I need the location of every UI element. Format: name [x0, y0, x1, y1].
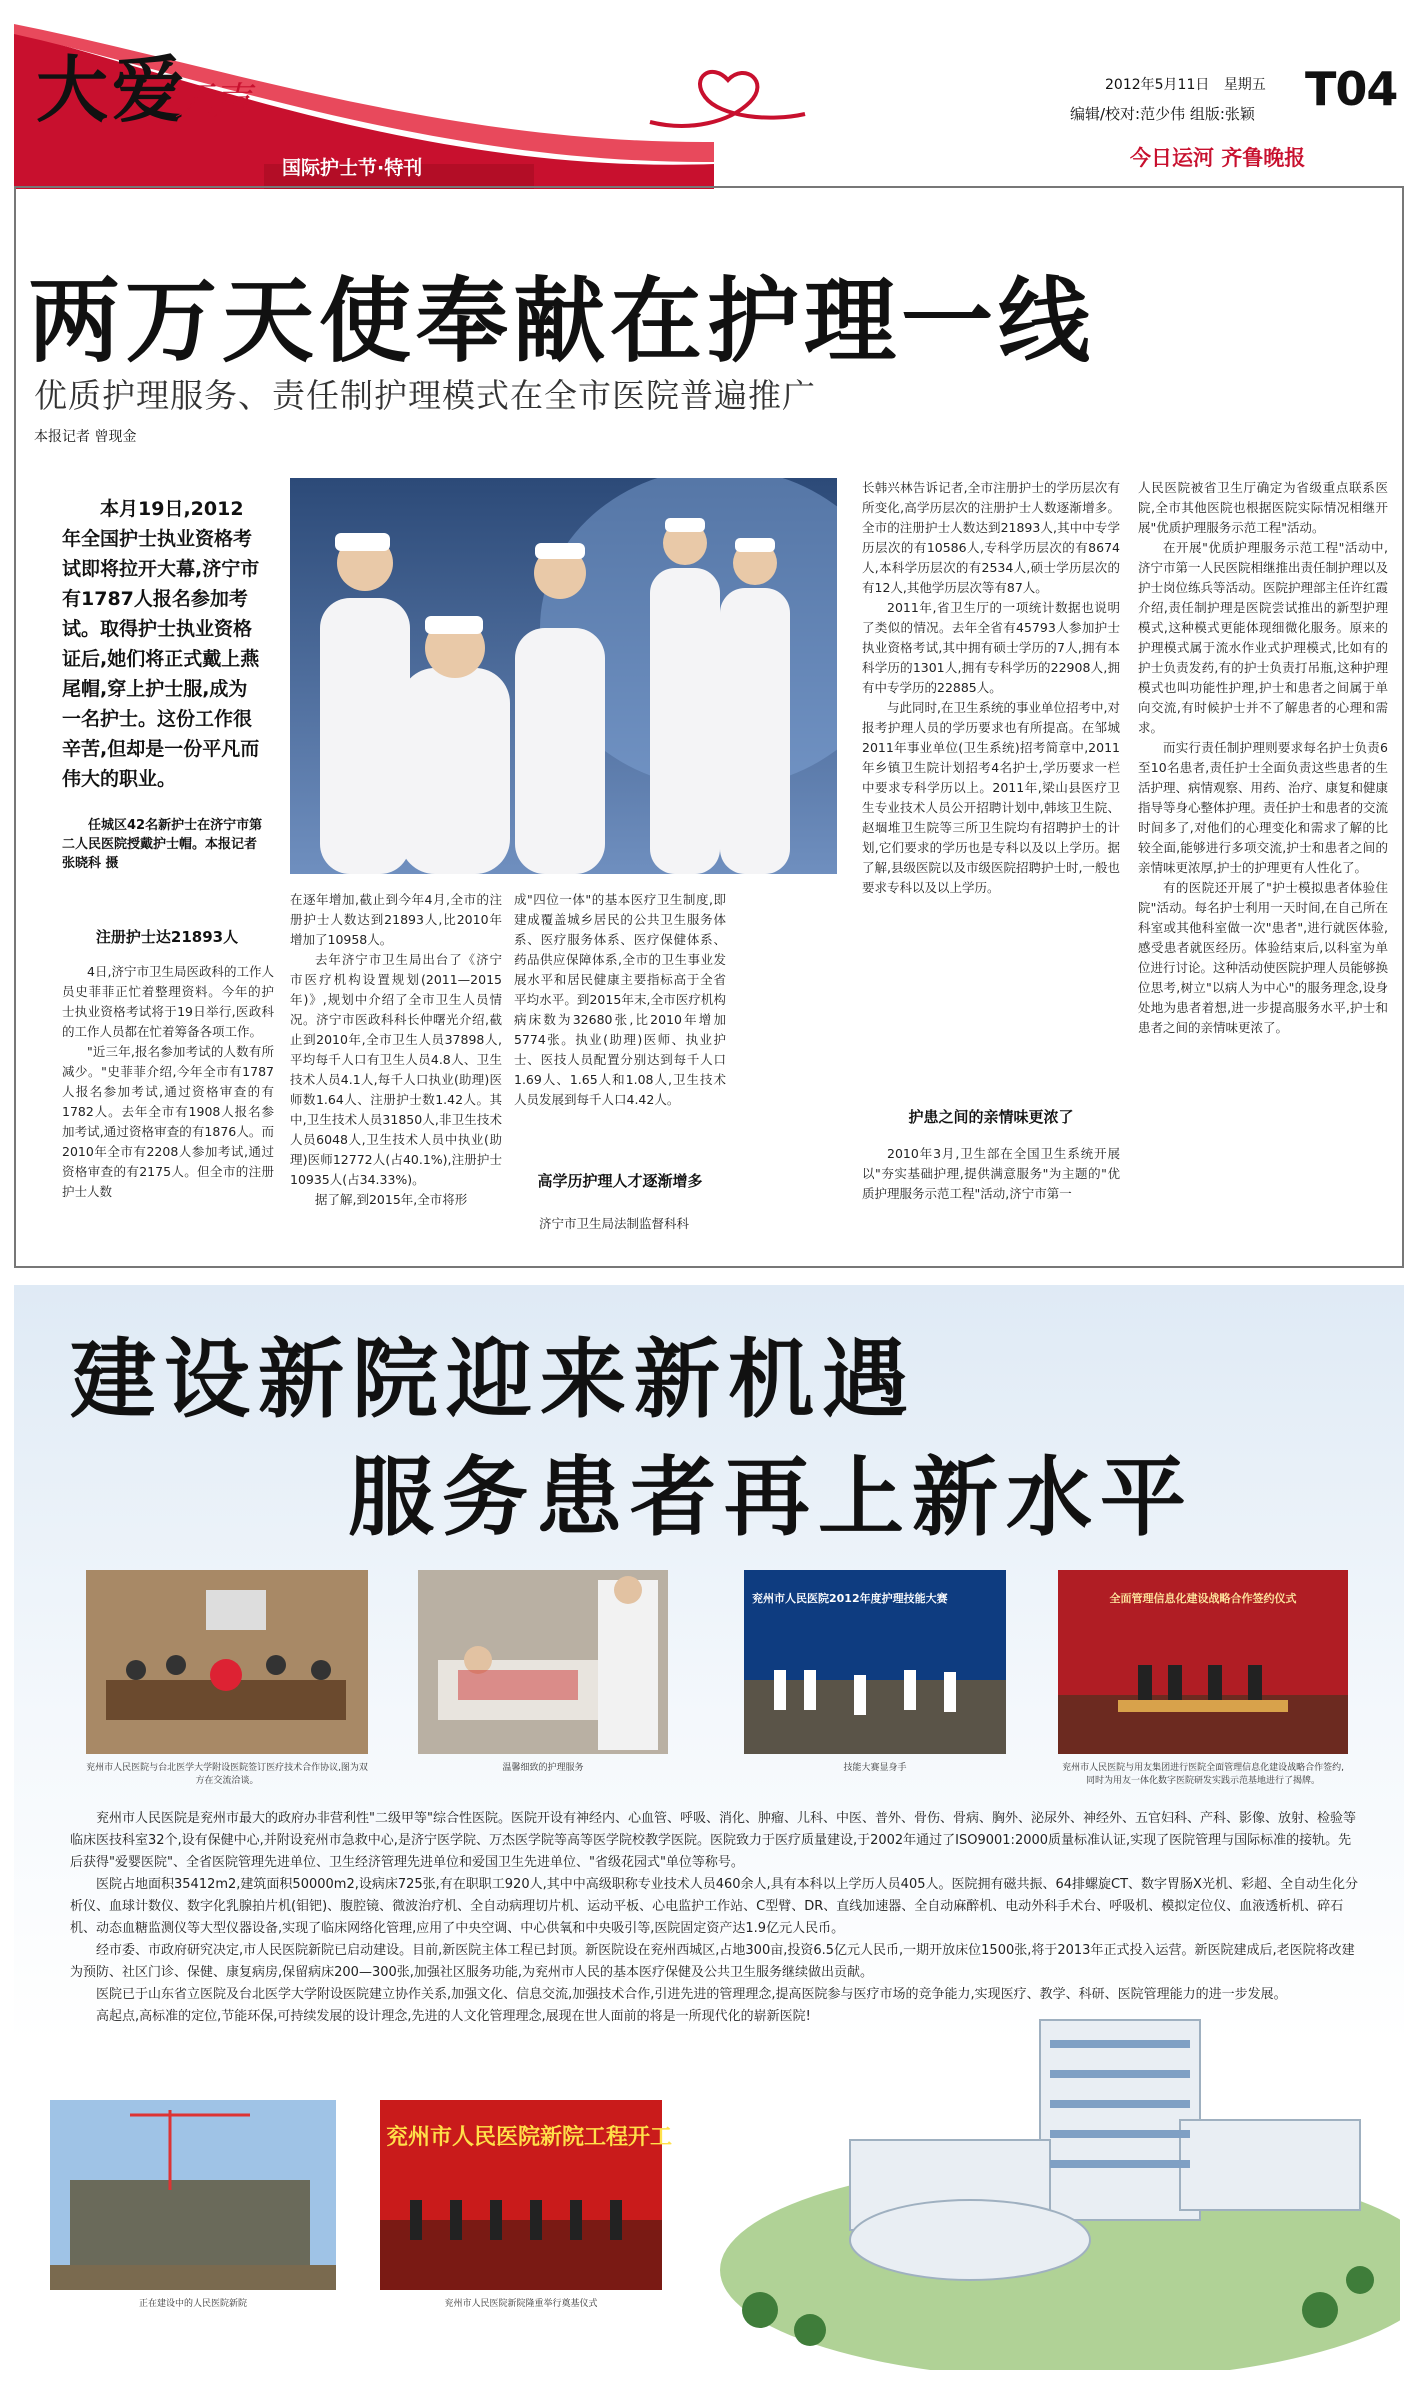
column-2: 在逐年增加,截止到今年4月,全市的注册护士人数达到21893人,比2010年增加了10958人。 去年济宁市卫生局出台了《济宁市医疗机构设置规划(2011—2015年)》,规划中介绍了全市卫生人员情况。济宁市医政科科长仲曙光介绍,截止到2010年,全市卫生人员37898人,平均每千人口有卫生人员4.8人、卫生技术人员4.1人,每千人口执业(助理)医师数1.64人、注册护士数1.42人。其中,卫生技术人员31850人,非卫生技术人员6048人,卫生技术人员中执业(助理)医师12772人(占40.1%),注册护士10935人(占34.33%)。 据了解,到2015年,全市将形 — [290, 892, 502, 1207]
headline-2b: 服务患者再上新水平 — [348, 1447, 1194, 1548]
editor-line: 编辑/校对:范少伟 组版:张颖 — [1070, 105, 1255, 123]
subhead-1: 优质护理服务、责任制护理模式在全市医院普遍推广 — [34, 376, 816, 415]
photo-caption-d: 兖州市人民医院与用友集团进行医院全面管理信息化建设战略合作签约,同时为用友一体化数字医院研发实践示范基地进行了揭牌。 — [1062, 1763, 1344, 1786]
photo-caption-b: 温馨细致的护理服务 — [502, 1763, 584, 1773]
crosshead-3: 护患之间的亲情味更浓了 — [908, 1108, 1074, 1126]
logo-main: 大爱 — [36, 47, 189, 132]
frame-right — [1402, 186, 1404, 1266]
article-2-body: 兖州市人民医院是兖州市最大的政府办非营利性"二级甲等"综合性医院。医院开设有神经内、心血管、呼吸、消化、肿瘤、儿科、中医、普外、骨伤、骨病、胸外、泌尿外、神经外、五官妇科、产科、影像、放射、检验等临床医技科室32个,设有保健中心,并附设兖州市急救中心,是济宁医学院、万杰医学院等高等医学院校教学医院。医院致力于医疗质量建设,于2002年通过了ISO9001:2000质量标准认证,实现了医院管理与国际标准的接轨。先后获得"爱婴医院"、全省医院管理先进单位、卫生经济管理先进单位和爱国卫生先进单位、"省级花园式"单位等称号。 医院占地面积35412m2,建筑面积50000m2,设病床725张,有在职职工920人,其中中高级职称专业技术人员460余人,具有本科以上学历人员405人。医院拥有磁共振、64排螺旋CT、数字胃肠X光机、彩超、全自动生化分析仪、血球计数仪、数字化乳腺拍片机(钼钯)、腹腔镜、微波治疗机、全自动病理切片机、运动平板、心电监护工作站、C型臂、DR、直线加速器、全自动麻醉机、电动外科手术台、呼吸机、模拟定位仪、血液透析机、碎石机、动态血糖监测仪等大型仪器设备,实现了临床网络化管理,应用了中央空调、中心供氧和中央吸引等,医院固定资产达1.9亿元人民币。 经市委、市政府研究决定,市人民医院新院已启动建设。目前,新医院主体工程已封顶。新医院设在兖州西城区,占地300亩,投资6.5亿元人民币,一期开放床位1500张,将于2013年正式投入运营。新医院建成后,老医院将改建为预防、社区门诊、保健、康复病房,保留病床200—300张,加强社区服务功能,为兖州市人民的基本医疗保健及公共卫生服务继续做出贡献。 医院已于山东省立医院及台北医学大学附设医院建立协作关系,加强文化、信息交流,加强技术合作,引进先进的管理理念,提高医院参与医疗市场的竞争能力,实现医疗、教学、科研、医院管理能力的进一步发展。 高起点,高标准的定位,节能环保,可持续发展的设计理念,先进的人文化管理理念,展现在世人面前的将是一所现代化的崭新医院! — [70, 1811, 1358, 2024]
lead-paragraph: 本月19日,2012年全国护士执业资格考试即将拉开大幕,济宁市有1787人报名参加考试。取得护士执业资格证后,她们将正式戴上燕尾帽,穿上护士服,成为一名护士。这份工作很辛苦,但却是一份平凡而伟大的职业。 — [62, 498, 260, 790]
paper-name: 今日运河 齐鲁晚报 — [1130, 145, 1306, 170]
bottom-caption-b: 兖州市人民医院新院隆重举行奠基仪式 — [444, 2299, 598, 2309]
photo-banner-signing: 全面管理信息化建设战略合作签约仪式 — [1109, 1592, 1297, 1605]
photo-construction-site — [50, 2100, 336, 2290]
bottom-caption-a: 正在建设中的人民医院新院 — [138, 2299, 247, 2309]
photo-banner-contest: 兖州市人民医院2012年度护理技能大赛 — [752, 1592, 948, 1605]
column-4b: 2010年3月,卫生部在全国卫生系统开展以"夯实基础护理,提供满意服务"为主题的"优质护理服务示范工程"活动,济宁市第一 — [862, 1146, 1120, 1201]
photo-nursing-care — [418, 1570, 668, 1754]
column-5: 人民医院被省卫生厅确定为省级重点联系医院,全市其他医院也根据医院实际情况相继开展"优质护理服务示范工程"活动。 在开展"优质护理服务示范工程"活动中,济宁市第一人民医院相继推出责任制护理以及护士岗位练兵等活动。医院护理部主任许红霞介绍,责任制护理是医院尝试推出的新型护理模式,这种模式更能体现细微化服务。原来的护理模式属于流水作业式护理模式,比如有的护士负责发药,有的护士负责打吊瓶,这种护理模式也叫功能性护理,护士和患者之间属于单向交流,有时候护士并不了解患者的心理和需求。 而实行责任制护理则要求每名护士负责6至10名患者,责任护士全面负责这些患者的生活护理、病情观察、用药、治疗、康复和健康指导等身心整体护理。责任护士和患者的交流时间多了,对他们的心理变化和需求了解的比较全面,能够进行多项交流,护士和患者之间的亲情味更浓厚,护士的护理更有人性化了。 有的医院还开展了"护士模拟患者体验住院"活动。每名护士利用一天时间,在自己所在科室或其他科室做一次"患者",进行就医体验,感受患者就医经历。体验结束后,以科室为单位进行讨论。这种活动使医院护理人员能够换位思考,树立"以病人为中心"的服务理念,设身处地为患者着想,进一步提高服务水平,护士和患者之间的亲情味更浓了。 — [1138, 480, 1389, 1035]
new-hospital-rendering — [700, 1950, 1400, 2370]
column-3: 成"四位一体"的基本医疗卫生制度,即建成覆盖城乡居民的公共卫生服务体系、医疗服务体系、医疗保健体系、药品供应保障体系,全市的卫生事业发展水平和居民健康主要指标高于全省平均水平。到2015年末,全市医疗机构病床数为32680张,比2010年增加5774张。执业(助理)医师、执业护士、医技人员配置分别达到每千人口1.69人、1.65人和1.08人,卫生技术人员发展到每千人口4.42人。 — [514, 892, 726, 1107]
header-rule — [14, 186, 1404, 188]
headline-2a: 建设新院迎来新机遇 — [70, 1329, 916, 1430]
photo-meeting — [86, 1570, 368, 1754]
section-tag: 国际护士节·特刊 — [282, 157, 423, 179]
crosshead-2: 高学历护理人才逐渐增多 — [537, 1172, 703, 1190]
frame-bottom — [14, 1266, 1404, 1268]
photo-caption-1: 任城区42名新护士在济宁市第二人民医院授戴护士帽。本报记者 张晓科 摄 — [62, 818, 263, 871]
byline-1: 本报记者 曾现金 — [34, 429, 137, 445]
column-3b: 济宁市卫生局法制监督科科 — [539, 1216, 690, 1231]
frame-left — [14, 186, 16, 1266]
photo-banner-groundbreaking: 兖州市人民医院新院工程开工 — [386, 2125, 673, 2150]
heart-icon — [630, 62, 810, 142]
column-1: 4日,济宁市卫生局医政科的工作人员史菲菲正忙着整理资料。今年的护士执业资格考试将于19日举行,医政科的工作人员都在忙着筹备各项工作。 "近三年,报名参加考试的人数有所减少。"史菲菲介绍,今年全市有1787人报名参加考试,通过资格审查的有1782人。去年全市有1908人报名参加考试,通过资格审查的有1876人。而2010年全市有2208人参加考试,通过资格审查的有2175人。但全市的注册护士人数 — [62, 964, 274, 1199]
column-4: 长韩兴林告诉记者,全市注册护士的学历层次有所变化,高学历层次的注册护士人数逐渐增多。全市的注册护士人数达到21893人,其中中专学历层次的有10586人,专科学历层次的有8674人,本科学历层次的有2534人,硕士学历层次的有12人,其他学历层次等有87人。 2011年,省卫生厅的一项统计数据也说明了类似的情况。去年全省有45793人参加护士执业资格考试,其中拥有硕士学历的7人,拥有本科学历的1301人,拥有专科学历的22908人,拥有中专学历的22885人。 与此同时,在卫生系统的事业单位招考中,对报考护理人员的学历要求也有所提高。在邹城2011年事业单位(卫生系统)招考简章中,2011年乡镇卫生院计划招考4名护士,学历要求一栏中要求专科学历以上。2011年,梁山县医疗卫生专业技术人员公开招聘计划中,韩垓卫生院、赵堌堆卫生院等三所卫生院均有招聘护士的计划,它们要求的学历也是专科以及以上学历。据了解,县级医院以及市级医院招聘护士时,一般也要求专科以及以上学历。 — [862, 480, 1120, 895]
page-number: T04 — [1305, 62, 1398, 116]
photo-caption-c: 技能大赛显身手 — [843, 1763, 907, 1773]
date-line — [1105, 74, 1266, 94]
crosshead-1: 注册护士达21893人 — [95, 928, 239, 946]
photo-nurses-capping — [290, 478, 837, 874]
date: 2012年5月11日 — [1105, 77, 1210, 93]
headline-1: 两万天使奉献在护理一线 — [28, 267, 1096, 375]
photo-caption-a: 兖州市人民医院与台北医学大学附设医院签订医疗技术合作协议,图为双方在交流洽谈。 — [86, 1763, 368, 1786]
logo-sub: 无声 — [175, 79, 252, 123]
weekday: 星期五 — [1223, 77, 1266, 93]
